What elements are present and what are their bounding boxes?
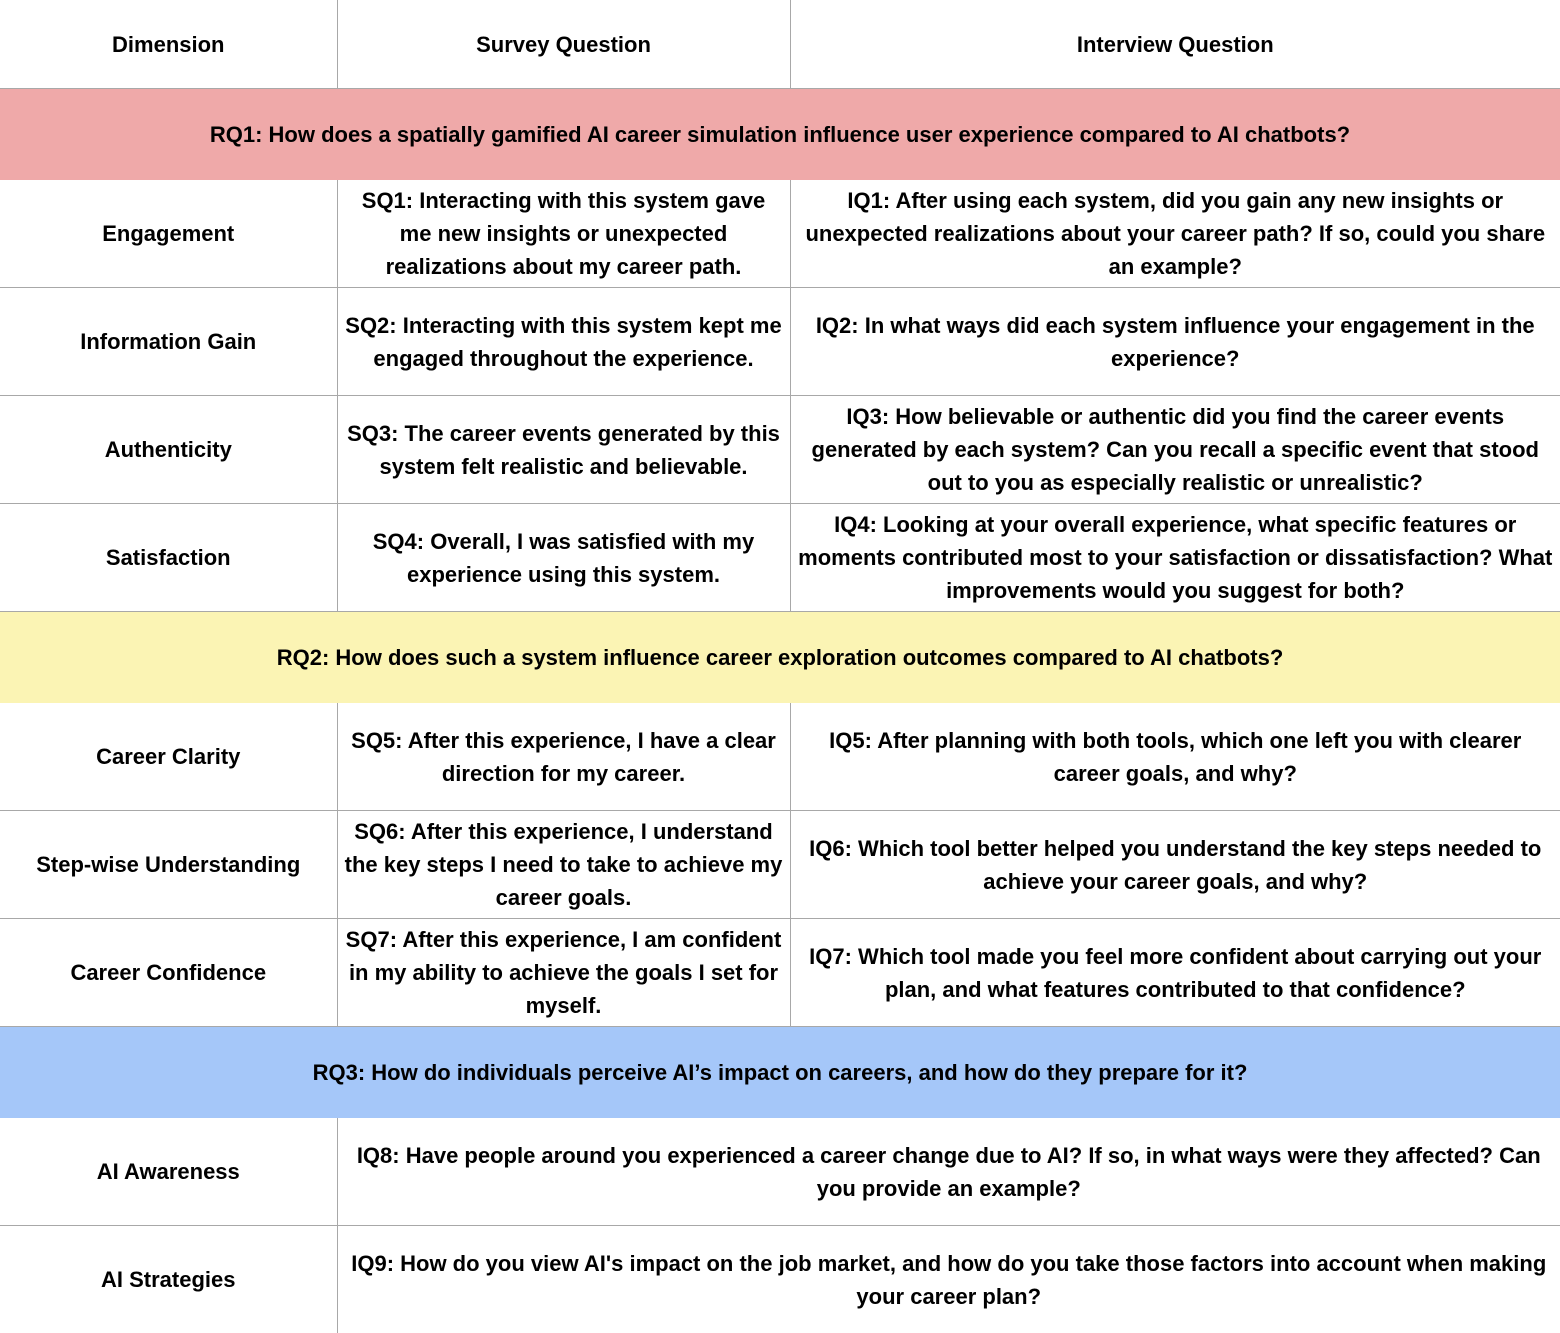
table-row	[0, 396, 1560, 504]
dimension-cell: Step-wise Understanding	[0, 811, 337, 919]
survey-cell: SQ1: Interacting with this system gave me new insights or unexpected realizations about my career path.	[337, 180, 790, 288]
table-row	[0, 703, 1560, 811]
interview-cell: IQ2: In what ways did each system influence your engagement in the experience?	[790, 288, 1560, 396]
dimension-cell: Satisfaction	[0, 504, 337, 612]
table-row	[0, 288, 1560, 396]
rq1-row	[0, 89, 1560, 180]
interview-cell: IQ3: How believable or authentic did you find the career events generated by each system? Can you recall a specific event that stood out to you as especially realistic or unrealistic?	[790, 396, 1560, 504]
rq2-heading: RQ2: How does such a system influence career exploration outcomes compared to AI chatbots?	[0, 612, 1560, 703]
dimension-cell: AI Strategies	[0, 1226, 337, 1333]
header-row	[0, 0, 1560, 89]
rq1-heading: RQ1: How does a spatially gamified AI career simulation influence user experience compared to AI chatbots?	[0, 89, 1560, 180]
dimension-cell: Engagement	[0, 180, 337, 288]
table-row	[0, 1226, 1560, 1333]
dimension-cell: Authenticity	[0, 396, 337, 504]
interview-cell: IQ8: Have people around you experienced a career change due to AI? If so, in what ways were they affected? Can you provide an example?	[337, 1118, 1560, 1226]
table-row	[0, 504, 1560, 612]
table-row	[0, 919, 1560, 1027]
interview-cell: IQ9: How do you view AI's impact on the job market, and how do you take those factors into account when making your career plan?	[337, 1226, 1560, 1333]
header-interview: Interview Question	[790, 0, 1560, 89]
interview-cell: IQ7: Which tool made you feel more confident about carrying out your plan, and what features contributed to that confidence?	[790, 919, 1560, 1027]
survey-cell: SQ6: After this experience, I understand the key steps I need to take to achieve my career goals.	[337, 811, 790, 919]
survey-cell: SQ2: Interacting with this system kept me engaged throughout the experience.	[337, 288, 790, 396]
interview-cell: IQ1: After using each system, did you gain any new insights or unexpected realizations about your career path? If so, could you share an example?	[790, 180, 1560, 288]
dimension-cell: Career Clarity	[0, 703, 337, 811]
header-dimension: Dimension	[0, 0, 337, 89]
table-row	[0, 811, 1560, 919]
table-row	[0, 1118, 1560, 1226]
survey-cell: SQ7: After this experience, I am confident in my ability to achieve the goals I set for myself.	[337, 919, 790, 1027]
header-survey: Survey Question	[337, 0, 790, 89]
dimension-cell: Information Gain	[0, 288, 337, 396]
table-row	[0, 180, 1560, 288]
survey-cell: SQ3: The career events generated by this system felt realistic and believable.	[337, 396, 790, 504]
rq3-heading: RQ3: How do individuals perceive AI’s impact on careers, and how do they prepare for it?	[0, 1027, 1560, 1118]
interview-cell: IQ6: Which tool better helped you understand the key steps needed to achieve your career goals, and why?	[790, 811, 1560, 919]
survey-cell: SQ4: Overall, I was satisfied with my experience using this system.	[337, 504, 790, 612]
rq2-row	[0, 612, 1560, 703]
interview-cell: IQ4: Looking at your overall experience, what specific features or moments contributed most to your satisfaction or dissatisfaction? What improvements would you suggest for both?	[790, 504, 1560, 612]
dimension-cell: AI Awareness	[0, 1118, 337, 1226]
rq3-row	[0, 1027, 1560, 1118]
dimension-cell: Career Confidence	[0, 919, 337, 1027]
survey-cell: SQ5: After this experience, I have a clear direction for my career.	[337, 703, 790, 811]
interview-cell: IQ5: After planning with both tools, which one left you with clearer career goals, and why?	[790, 703, 1560, 811]
